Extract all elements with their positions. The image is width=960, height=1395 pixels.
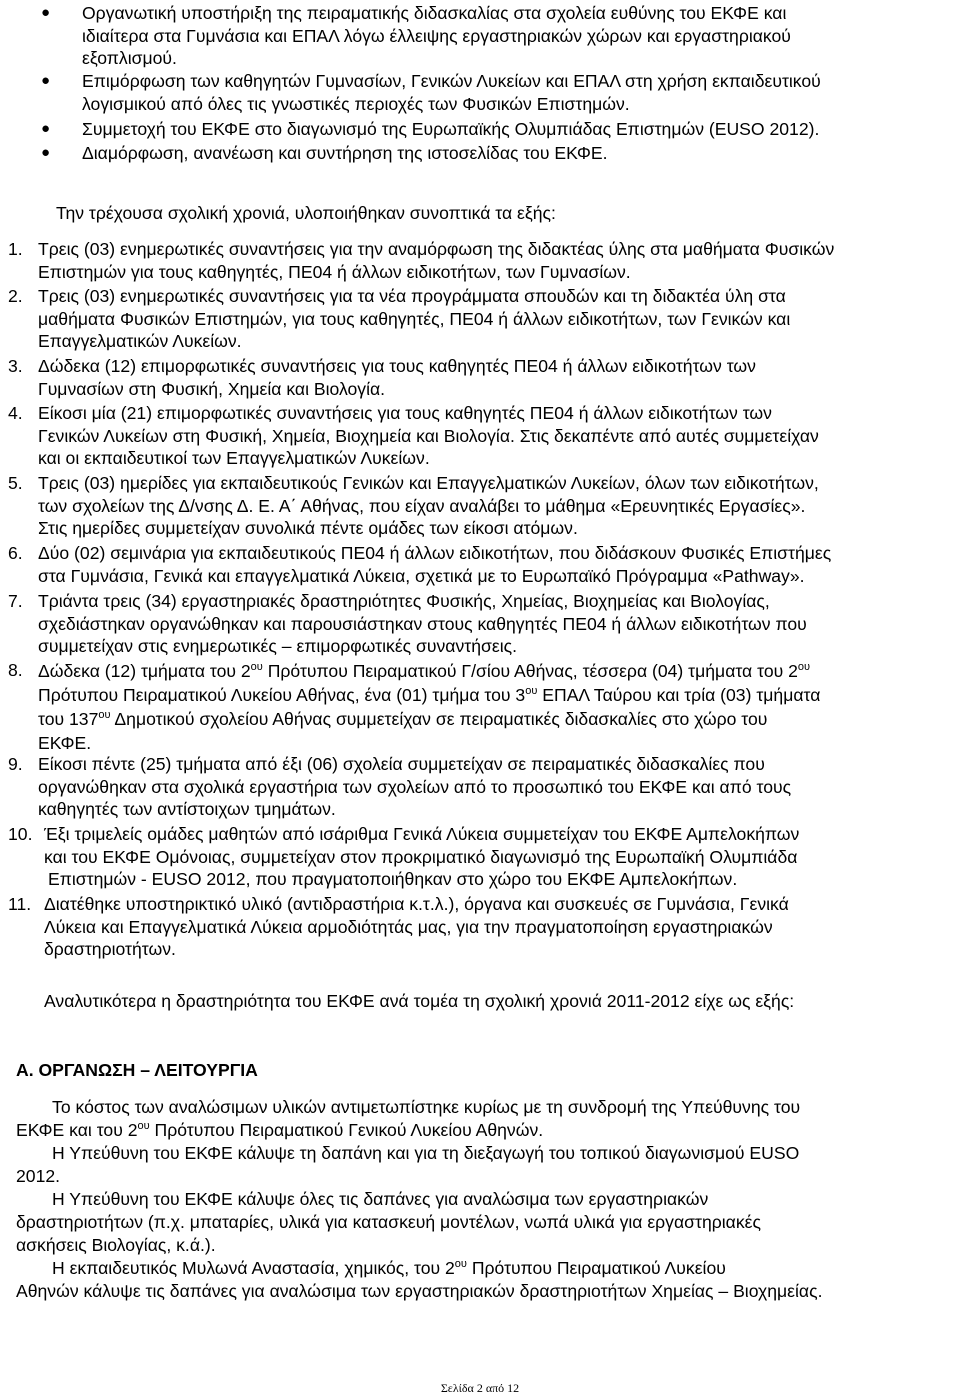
bullet-line: Οργανωτική υποστήριξη της πειραματικής διδασκαλίας στα σχολεία ευθύνης του ΕΚΦΕ και	[82, 3, 787, 23]
item-number: 1.	[8, 239, 23, 259]
item-number: 8.	[8, 660, 23, 680]
bullet-dot-icon: ●	[41, 144, 51, 161]
item-line: στα Γυμνάσια, Γενικά και επαγγελματικά Λύκεια, σχετικά με το Ευρωπαϊκό Πρόγραμμα «Pathway».	[38, 565, 805, 586]
item-line: ΕΚΦΕ.	[38, 733, 92, 753]
item-line: Δώδεκα (12) τμήματα του $2^{o\upsilon}$ Πρότυπου Πειραματικού Γ/σίου Αθήνας, τέσσερα (04) τμήματα του $2^{o\upsilon}$	[38, 661, 811, 681]
bullet-dot-icon: ●	[41, 72, 51, 89]
item-number: 5.	[8, 473, 23, 493]
item-line: καθηγητές των αντίστοιχων τμημάτων.	[38, 799, 336, 819]
bullet-line: Διαμόρφωση, ανανέωση και συντήρηση της ιστοσελίδας του ΕΚΦΕ.	[82, 143, 608, 163]
bullet-dot-icon: ●	[41, 4, 51, 21]
item-number: 4.	[8, 403, 23, 423]
bullet-dot-icon: ●	[41, 120, 51, 137]
item-line: Έξι τριμελείς ομάδες μαθητών από ισάριθμα Γενικά Λύκεια συμμετείχαν του ΕΚΦΕ Αμπελοκήπων	[44, 824, 800, 844]
bullet-line: ιδιαίτερα στα Γυμνάσια και ΕΠΑΛ λόγω έλλειψης εργαστηριακών χώρων και εργαστηριακού	[82, 25, 791, 46]
item-line: Λύκεια και Επαγγελματικά Λύκεια αρμοδιότητάς μας, για την πραγματοποίηση εργαστηριακών	[44, 916, 773, 937]
item-line: Τρεις (03) ενημερωτικές συναντήσεις για τα νέα προγράμματα σπουδών και τη διδακτέα ύλη στα	[38, 286, 786, 306]
item-line: Είκοσι πέντε (25) τμήματα από έξι (06) σχολεία συμμετείχαν σε πειραματικές διδασκαλίες που	[38, 754, 765, 774]
item-line: μαθήματα Φυσικών Επιστημών, για τους καθηγητές, ΠΕ04 ή άλλων ειδικοτήτων, των Γενικών και	[38, 308, 791, 329]
section-heading: Α. ΟΡΓΑΝΩΣΗ – ΛΕΙΤΟΥΡΓΙΑ	[16, 1060, 258, 1080]
item-line: Δώδεκα (12) επιμορφωτικές συναντήσεις για τους καθηγητές ΠΕ04 ή άλλων ειδικοτήτων των	[38, 356, 756, 376]
item-line: Επιστημών για τους καθηγητές, ΠΕ04 ή άλλων ειδικοτήτων, των Γυμνασίων.	[38, 261, 631, 282]
intro-text: Την τρέχουσα σχολική χρονιά, υλοποιήθηκαν συνοπτικά τα εξής:	[56, 203, 556, 223]
item-number: 2.	[8, 286, 23, 306]
item-line: Επαγγελματικών Λυκείων.	[38, 331, 242, 351]
item-line: συμμετείχαν στις ενημερωτικές – επιμορφωτικές συναντήσεις.	[38, 636, 517, 656]
summary-text: Αναλυτικότερα η δραστηριότητα του ΕΚΦΕ ανά τομέα τη σχολική χρονιά 2011-2012 είχε ως εξής:	[44, 991, 795, 1011]
item-line: Είκοσι μία (21) επιμορφωτικές συναντήσεις για τους καθηγητές ΠΕ04 ή άλλων ειδικοτήτων των	[38, 403, 772, 423]
item-line: Τρεις (03) ημερίδες για εκπαιδευτικούς Γενικών και Επαγγελματικών Λυκείων, όλων των ειδικοτήτων,	[38, 473, 819, 493]
item-line: οργανώθηκαν στα σχολικά εργαστήρια των σχολείων από το προσωπικό του ΕΚΦΕ και από τους	[38, 776, 792, 797]
item-line: Τριάντα τρεις (34) εργαστηριακές δραστηριότητες Φυσικής, Χημείας, Βιοχημείας και Βιολογίας,	[38, 591, 770, 611]
item-number: 6.	[8, 543, 23, 563]
item-line: των σχολείων της Δ/νσης Δ. Ε. Α΄ Αθήνας, που είχαν αναλάβει το μάθημα «Ερευνητικές Εργασίες».	[38, 495, 806, 516]
item-line: Τρεις (03) ενημερωτικές συναντήσεις για την αναμόρφωση της διδακτέας ύλης στα μαθήματα Φυσικών	[38, 239, 835, 259]
section-paragraph: Το κόστος των αναλώσιμων υλικών αντιμετωπίστηκε κυρίως με τη συνδρομή της Υπεύθυνης του ΕΚΦΕ και του $2^{o\upsilon}$ Πρότυπου Πειραματικού Γενικού Λυκείου Αθηνών. Η Υπεύθυνη του ΕΚΦΕ κάλυψε τη δαπάνη και για τη διεξαγωγή του τοπικού διαγωνισμού EUSO 2012. Η Υπεύθυνη του ΕΚΦΕ κάλυψε όλες τις δαπάνες για αναλώσιμα των εργαστηριακών δραστηριοτήτων (π.χ. μπαταρίες, υλικά για κατασκευή μοντέλων, νωπά υλικά για εργαστηριακές ασκήσεις Βιολογίας, κ.ά.). Η εκπαιδευτικός Μυλωνά Αναστασία, χημικός, του $2^{o\upsilon}$ Πρότυπου Πειραματικού Λυκείου Αθηνών κάλυψε τις δαπάνες για αναλώσιμα των εργαστηριακών δραστηριοτήτων Χημείας – Βιοχημείας.	[16, 1097, 823, 1301]
item-line: δραστηριοτήτων.	[44, 939, 176, 959]
item-line: και του ΕΚΦΕ Ομόνοιας, συμμετείχαν στον προκριματικό διαγωνισμό της Ευρωπαϊκή Ολυμπιάδα	[44, 846, 798, 867]
item-number: 3.	[8, 356, 23, 376]
item-line: Δύο (02) σεμινάρια για εκπαιδευτικούς ΠΕ04 ή άλλων ειδικοτήτων, που διδάσκουν Φυσικές Επιστήμες	[38, 543, 832, 563]
item-line: σχεδιάστηκαν οργανώθηκαν και παρουσιάστηκαν στους καθηγητές ΠΕ04 ή άλλων ειδικοτήτων που	[38, 613, 807, 634]
item-number: 11.	[8, 894, 32, 914]
item-line: και οι εκπαιδευτικοί των Επαγγελματικών Λυκείων.	[38, 448, 430, 468]
item-line: του $137^{o\upsilon}$ Δημοτικού σχολείου Αθήνας συμμετείχαν σε πειραματικές διδασκαλίες στο χώρο του	[38, 709, 768, 729]
bullet-line: λογισμικού από όλες τις γνωστικές περιοχές των Φυσικών Επιστημών.	[82, 93, 630, 114]
item-number: 10.	[8, 824, 33, 844]
bullet-line: Συμμετοχή του ΕΚΦΕ στο διαγωνισμό της Ευρωπαϊκής Ολυμπιάδας Επιστημών (EUSO 2012).	[82, 119, 820, 139]
item-line: Γενικών Λυκείων στη Φυσική, Χημεία, Βιοχημεία και Βιολογία. Στις δεκαπέντε από αυτές συμμετείχαν	[38, 425, 819, 446]
bullet-line: εξοπλισμού.	[82, 48, 177, 68]
item-line: Στις ημερίδες συμμετείχαν συνολικά πέντε ομάδες των είκοσι ατόμων.	[38, 518, 578, 538]
item-line: Πρότυπου Πειραματικού Λυκείου Αθήνας, ένα (01) τμήμα του $3^{o\upsilon}$ ΕΠΑΛ Ταύρου και τρία (03) τμήματα	[38, 685, 821, 705]
item-line: Επιστημών - EUSO 2012, που πραγματοποιήθηκαν στο χώρο του ΕΚΦΕ Αμπελοκήπων.	[48, 869, 738, 889]
item-line: Γυμνασίων στη Φυσική, Χημεία και Βιολογία.	[38, 378, 386, 399]
item-number: 7.	[8, 591, 23, 611]
item-number: 9.	[8, 754, 23, 774]
bullet-line: Επιμόρφωση των καθηγητών Γυμνασίων, Γενικών Λυκείων και ΕΠΑΛ στη χρήση εκπαιδευτικού	[82, 71, 821, 91]
page-footer: Σελίδα 2 από 12	[440, 1381, 520, 1395]
item-line: Διατέθηκε υποστηρικτικό υλικό (αντιδραστήρια κ.τ.λ.), όργανα και συσκευές σε Γυμνάσια, Γενικά	[44, 894, 789, 914]
